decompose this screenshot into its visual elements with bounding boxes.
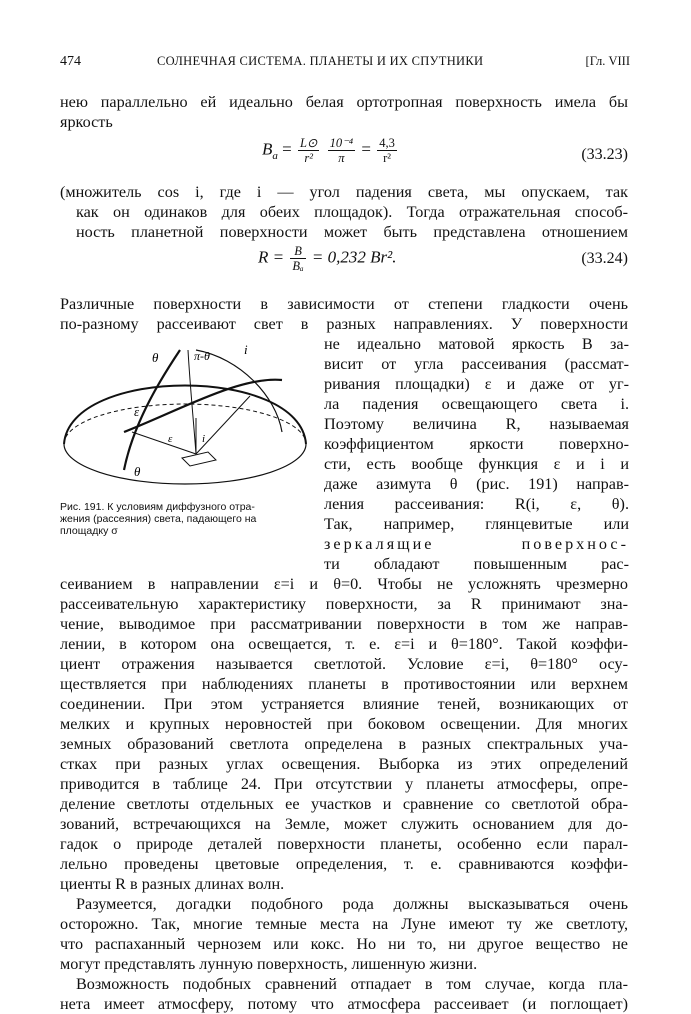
text-line: чение, выводимое при рассматривании поверхности в том же направ- — [60, 615, 628, 633]
figure-hemisphere — [60, 336, 310, 496]
text-line: Поэтому величина R, называемая — [324, 415, 629, 433]
text-line: мелких и крупных неровностей при боковом освещении. Для многих — [60, 715, 628, 733]
label-epsilon-small: ε — [168, 433, 173, 445]
figure-caption-line: Рис. 191. К условиям диффузного отра- — [60, 501, 255, 513]
base-ellipse-back — [64, 404, 306, 444]
dome-outline — [64, 386, 306, 445]
text-line: по-разному рассеивают свет в разных направлениях. У поверхности — [60, 315, 628, 333]
text-line: циенты R в разных длинах волн. — [60, 875, 285, 893]
text-line: зований, встречающихся на Земле, может служить основанием для до- — [60, 815, 628, 833]
denominator: Bₐ — [292, 259, 304, 273]
label-theta: θ — [152, 350, 159, 365]
text-line: что распаханный чернозем или кокс. Но ни то, ни другое вещество не — [60, 935, 628, 953]
fraction — [328, 136, 355, 165]
text-line: соединении. При этом устраняется влияние теней, возникающих от — [60, 695, 628, 713]
text-line: нею параллельно ей идеально белая ортотропная поверхность имела бы — [60, 93, 628, 111]
page-header — [60, 54, 630, 70]
text-line: ществляется при наблюдениях планеты в противостоянии или верхнем — [60, 675, 628, 693]
label-pi-minus-theta: π-θ — [194, 349, 210, 363]
equation-33-24 — [258, 244, 396, 273]
ray-epsilon — [132, 432, 196, 454]
text-line: гадок о природе деталей поверхности планеты, особенно если парал- — [60, 835, 628, 853]
numerator: 10⁻⁴ — [329, 136, 354, 150]
patch-sigma — [182, 452, 216, 466]
label-theta-base: θ — [134, 464, 141, 479]
text-line: ривания площадки) ε и даже от уг- — [324, 375, 629, 393]
running-title: СОЛНЕЧНАЯ СИСТЕМА. ПЛАНЕТЫ И ИХ СПУТНИКИ — [157, 54, 484, 68]
chapter-label: [Гл. VIII — [585, 54, 630, 68]
denominator: r² — [304, 151, 314, 165]
fraction — [377, 136, 397, 165]
text-line: деление светлоты отдельных ее участков и сравнение со светлотой обра- — [60, 795, 628, 813]
figure-caption-line: площадку σ — [60, 525, 118, 537]
text-line: Разумеется, догадки подобного рода должны высказываться очень — [76, 895, 628, 913]
denominator: π — [338, 151, 345, 165]
eq-lhs: R = — [258, 247, 285, 267]
fraction — [290, 244, 305, 273]
numerator: L⊙ — [299, 136, 318, 150]
numerator: 4,3 — [379, 136, 395, 150]
text-line: (множитель cos i, где i — угол падения света, мы опускаем, так — [60, 183, 628, 201]
text-line: Различные поверхности в зависимости от степени гладкости очень — [60, 295, 628, 313]
text-line: висит от угла рассеивания (рассмат- — [324, 355, 629, 373]
fraction — [298, 136, 319, 165]
eq-rhs: = 0,232 Br². — [311, 247, 397, 267]
text-line: Возможность подобных сравнений отпадает в том случае, когда пла- — [76, 975, 628, 993]
text-line: зеркалящие поверхнос- — [324, 535, 629, 553]
text-line: ность планетной поверхности может быть представлена отношением — [76, 223, 628, 241]
text-line: сеиванием в направлении ε=i и θ=0. Чтобы не усложнять чрезмерно — [60, 575, 628, 593]
figure-caption-line: жения (рассеяния) света, падающего на — [60, 513, 257, 525]
equation-number: (33.23) — [581, 146, 628, 163]
text-line: как он одинаков для обеих площадок). Тогда отражательная способ- — [76, 203, 628, 221]
eq-lhs: B — [262, 139, 273, 159]
ray-i — [196, 396, 250, 454]
text-line: ти обладают повышенным рас- — [324, 555, 629, 573]
text-line: коэффициентом яркости поверхно- — [324, 435, 629, 453]
text-line: циент отражения называется светлотой. Условие ε=i, θ=180° осу- — [60, 655, 628, 673]
text-line: нета имеет атмосферу, потому что атмосфера рассеивает (и поглощает) — [60, 995, 628, 1013]
equation-33-23: $B_a$ = $\frac{L⊙}{\text{r²}}$ $\frac{\text{10⁻⁴}}{\pi}$ = $\frac{4,3}{\text{r²}}$ — [262, 136, 395, 165]
text-line: лении, в котором она освещается, т. е. ε=i и θ=180°. Такой коэффи- — [60, 635, 628, 653]
text-line: Так, например, глянцевитые или — [324, 515, 629, 533]
label-epsilon-arc: ε — [134, 404, 140, 419]
text-line: стках при разных углах освещения. Выборка из этих определений — [60, 755, 628, 773]
label-i-small: i — [202, 433, 206, 445]
text-line: приводится в таблице 24. При отсутствии у планеты атмосферы, опре- — [60, 775, 628, 793]
label-i-arc: i — [244, 342, 248, 357]
text-line: могут представлять лунную поверхность, лишенную жизни. — [60, 955, 478, 973]
page-number: 474 — [60, 54, 81, 69]
text-line: земных образований светлота определена в разных спектральных уча- — [60, 735, 628, 753]
text-line: осторожно. Так, многие темные места на Луне имеют ту же светлоту, — [60, 915, 628, 933]
denominator: r² — [383, 151, 391, 165]
text-line: не идеально матовой яркость B за- — [324, 335, 629, 353]
text-line: даже азимута θ (рис. 191) направ- — [324, 475, 629, 493]
text-line: сти, есть вообще функция ε и i и — [324, 455, 629, 473]
text-line: рассеивательную характеристику поверхности, за R принимают зна- — [60, 595, 628, 613]
equation-number: (33.24) — [581, 250, 628, 267]
eq-lhs-sub: a — [272, 149, 278, 162]
text-line: ла падения освещающего света i. — [324, 395, 629, 413]
text-line: ления рассеивания: R(i, ε, θ). — [324, 495, 629, 513]
meridian-epsilon — [124, 350, 180, 470]
text-line: яркость — [60, 113, 113, 131]
text-line: лельно проведены цветовые определения, т. е. сравниваются коэффи- — [60, 855, 628, 873]
numerator: B — [290, 244, 305, 259]
